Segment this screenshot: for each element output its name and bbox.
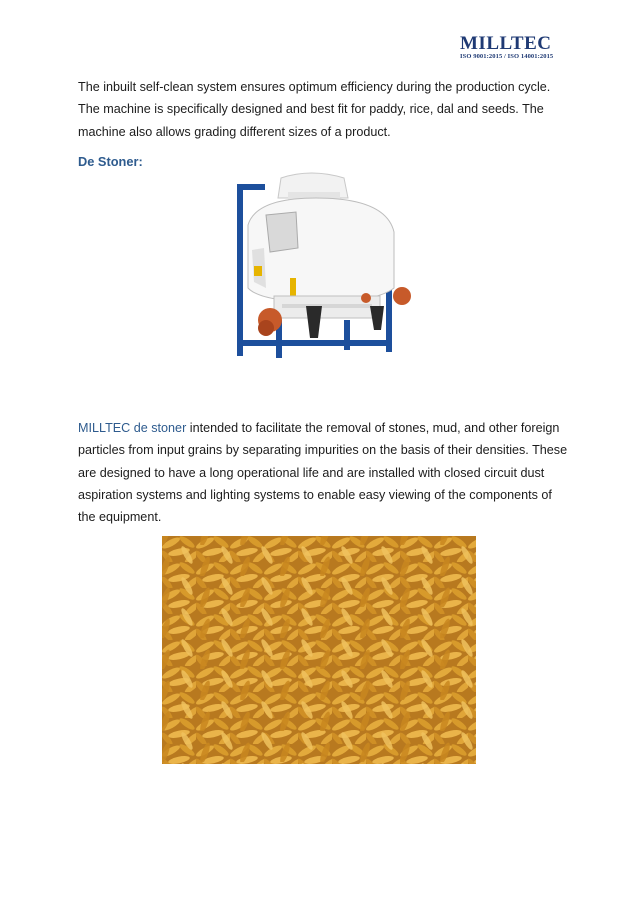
milltec-de-stoner-link[interactable]: MILLTEC de stoner (78, 421, 187, 435)
destoner-paragraph (78, 417, 568, 528)
logo-wordmark: MILLTEC (460, 33, 552, 54)
logo-iso-certification: ISO 9001:2015 / ISO 14001:2015 (460, 53, 554, 60)
de-stoner-machine-image (226, 170, 416, 375)
section-heading-de-stoner: De Stoner: (78, 154, 143, 169)
intro-paragraph: The inbuilt self-clean system ensures optimum efficiency during the production cycle. The machine is specifically designed and best fit for paddy, rice, dal and seeds. The machine also allows grading different sizes of a product. (78, 80, 551, 139)
destoner-description: intended to facilitate the removal of stones, mud, and other foreign particles from input grains by separating impurities on the basis of their densities. These are designed to have a long operational life and are installed with closed circuit dust aspiration systems and lighting systems to enable easy viewing of the components of the equipment. (78, 421, 568, 525)
paddy-grains-image (162, 536, 476, 764)
milltec-logo (458, 34, 568, 64)
